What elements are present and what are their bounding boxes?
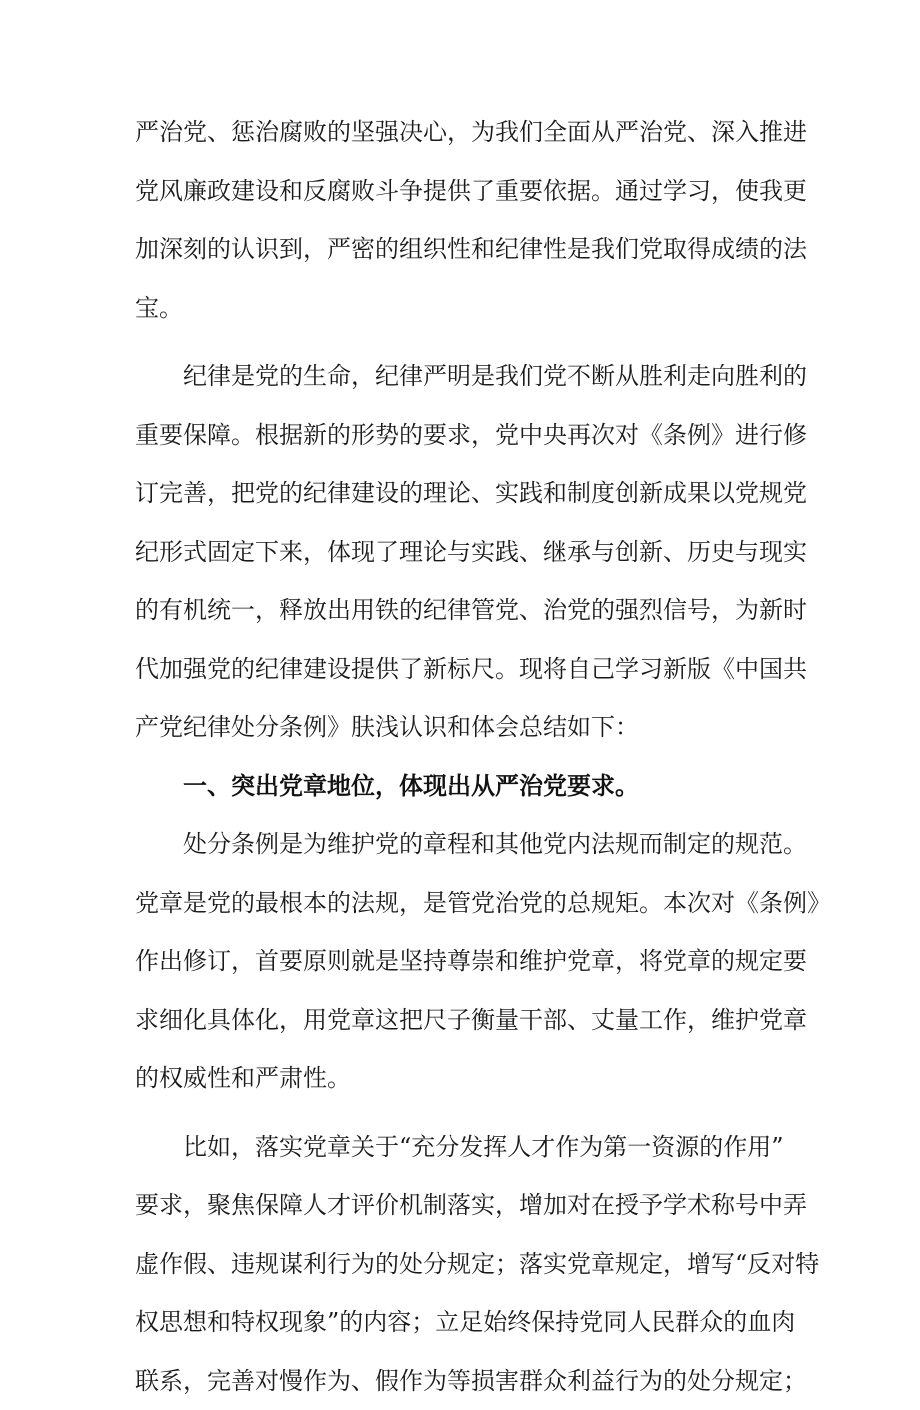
paragraph-line: 作出修订，首要原则就是坚持尊崇和维护党章，将党章的规定要 [135,932,795,991]
paragraph-line: 的有机统一，释放出用铁的纪律管党、治党的强烈信号，为新时 [135,581,795,640]
paragraph-line: 虚作假、违规谋利行为的处分规定；落实党章规定，增写“反对特 [135,1235,795,1294]
paragraph-line: 处分条例是为维护党的章程和其他党内法规而制定的规范。 [135,815,795,874]
paragraph-line: 纪律是党的生命，纪律严明是我们党不断从胜利走向胜利的 [135,347,795,406]
paragraph-line: 严治党、惩治腐败的坚强决心，为我们全面从严治党、深入推进 [135,103,795,162]
paragraph-line: 宝。 [135,279,795,338]
paragraph-line: 加深刻的认识到，严密的组织性和纪律性是我们党取得成绩的法 [135,220,795,279]
paragraph-line: 权思想和特权现象”的内容；立足始终保持党同人民群众的血肉 [135,1293,795,1352]
paragraph-line: 党风廉政建设和反腐败斗争提供了重要依据。通过学习，使我更 [135,162,795,221]
section-heading: 一、突出党章地位，体现出从严治党要求。 [135,757,795,816]
paragraph-line: 求细化具体化，用党章这把尺子衡量干部、丈量工作，维护党章 [135,991,795,1050]
paragraph-line: 重要保障。根据新的形势的要求，党中央再次对《条例》进行修 [135,406,795,465]
paragraph-line: 订完善，把党的纪律建设的理论、实践和制度创新成果以党规党 [135,464,795,523]
paragraph-line: 纪形式固定下来，体现了理论与实践、继承与创新、历史与现实 [135,523,795,582]
paragraph-line: 的权威性和严肃性。 [135,1049,795,1108]
paragraph-line: 要求，聚焦保障人才评价机制落实，增加对在授予学术称号中弄 [135,1176,795,1235]
document-body [135,103,795,1410]
paragraph-line: 联系，完善对慢作为、假作为等损害群众利益行为的处分规定； [135,1352,795,1410]
paragraph-line: 产党纪律处分条例》肤浅认识和体会总结如下： [135,698,795,757]
paragraph-line: 代加强党的纪律建设提供了新标尺。现将自己学习新版《中国共 [135,640,795,699]
paragraph-line: 比如，落实党章关于“充分发挥人才作为第一资源的作用” [135,1118,795,1177]
paragraph-line: 党章是党的最根本的法规，是管党治党的总规矩。本次对《条例》 [135,874,795,933]
